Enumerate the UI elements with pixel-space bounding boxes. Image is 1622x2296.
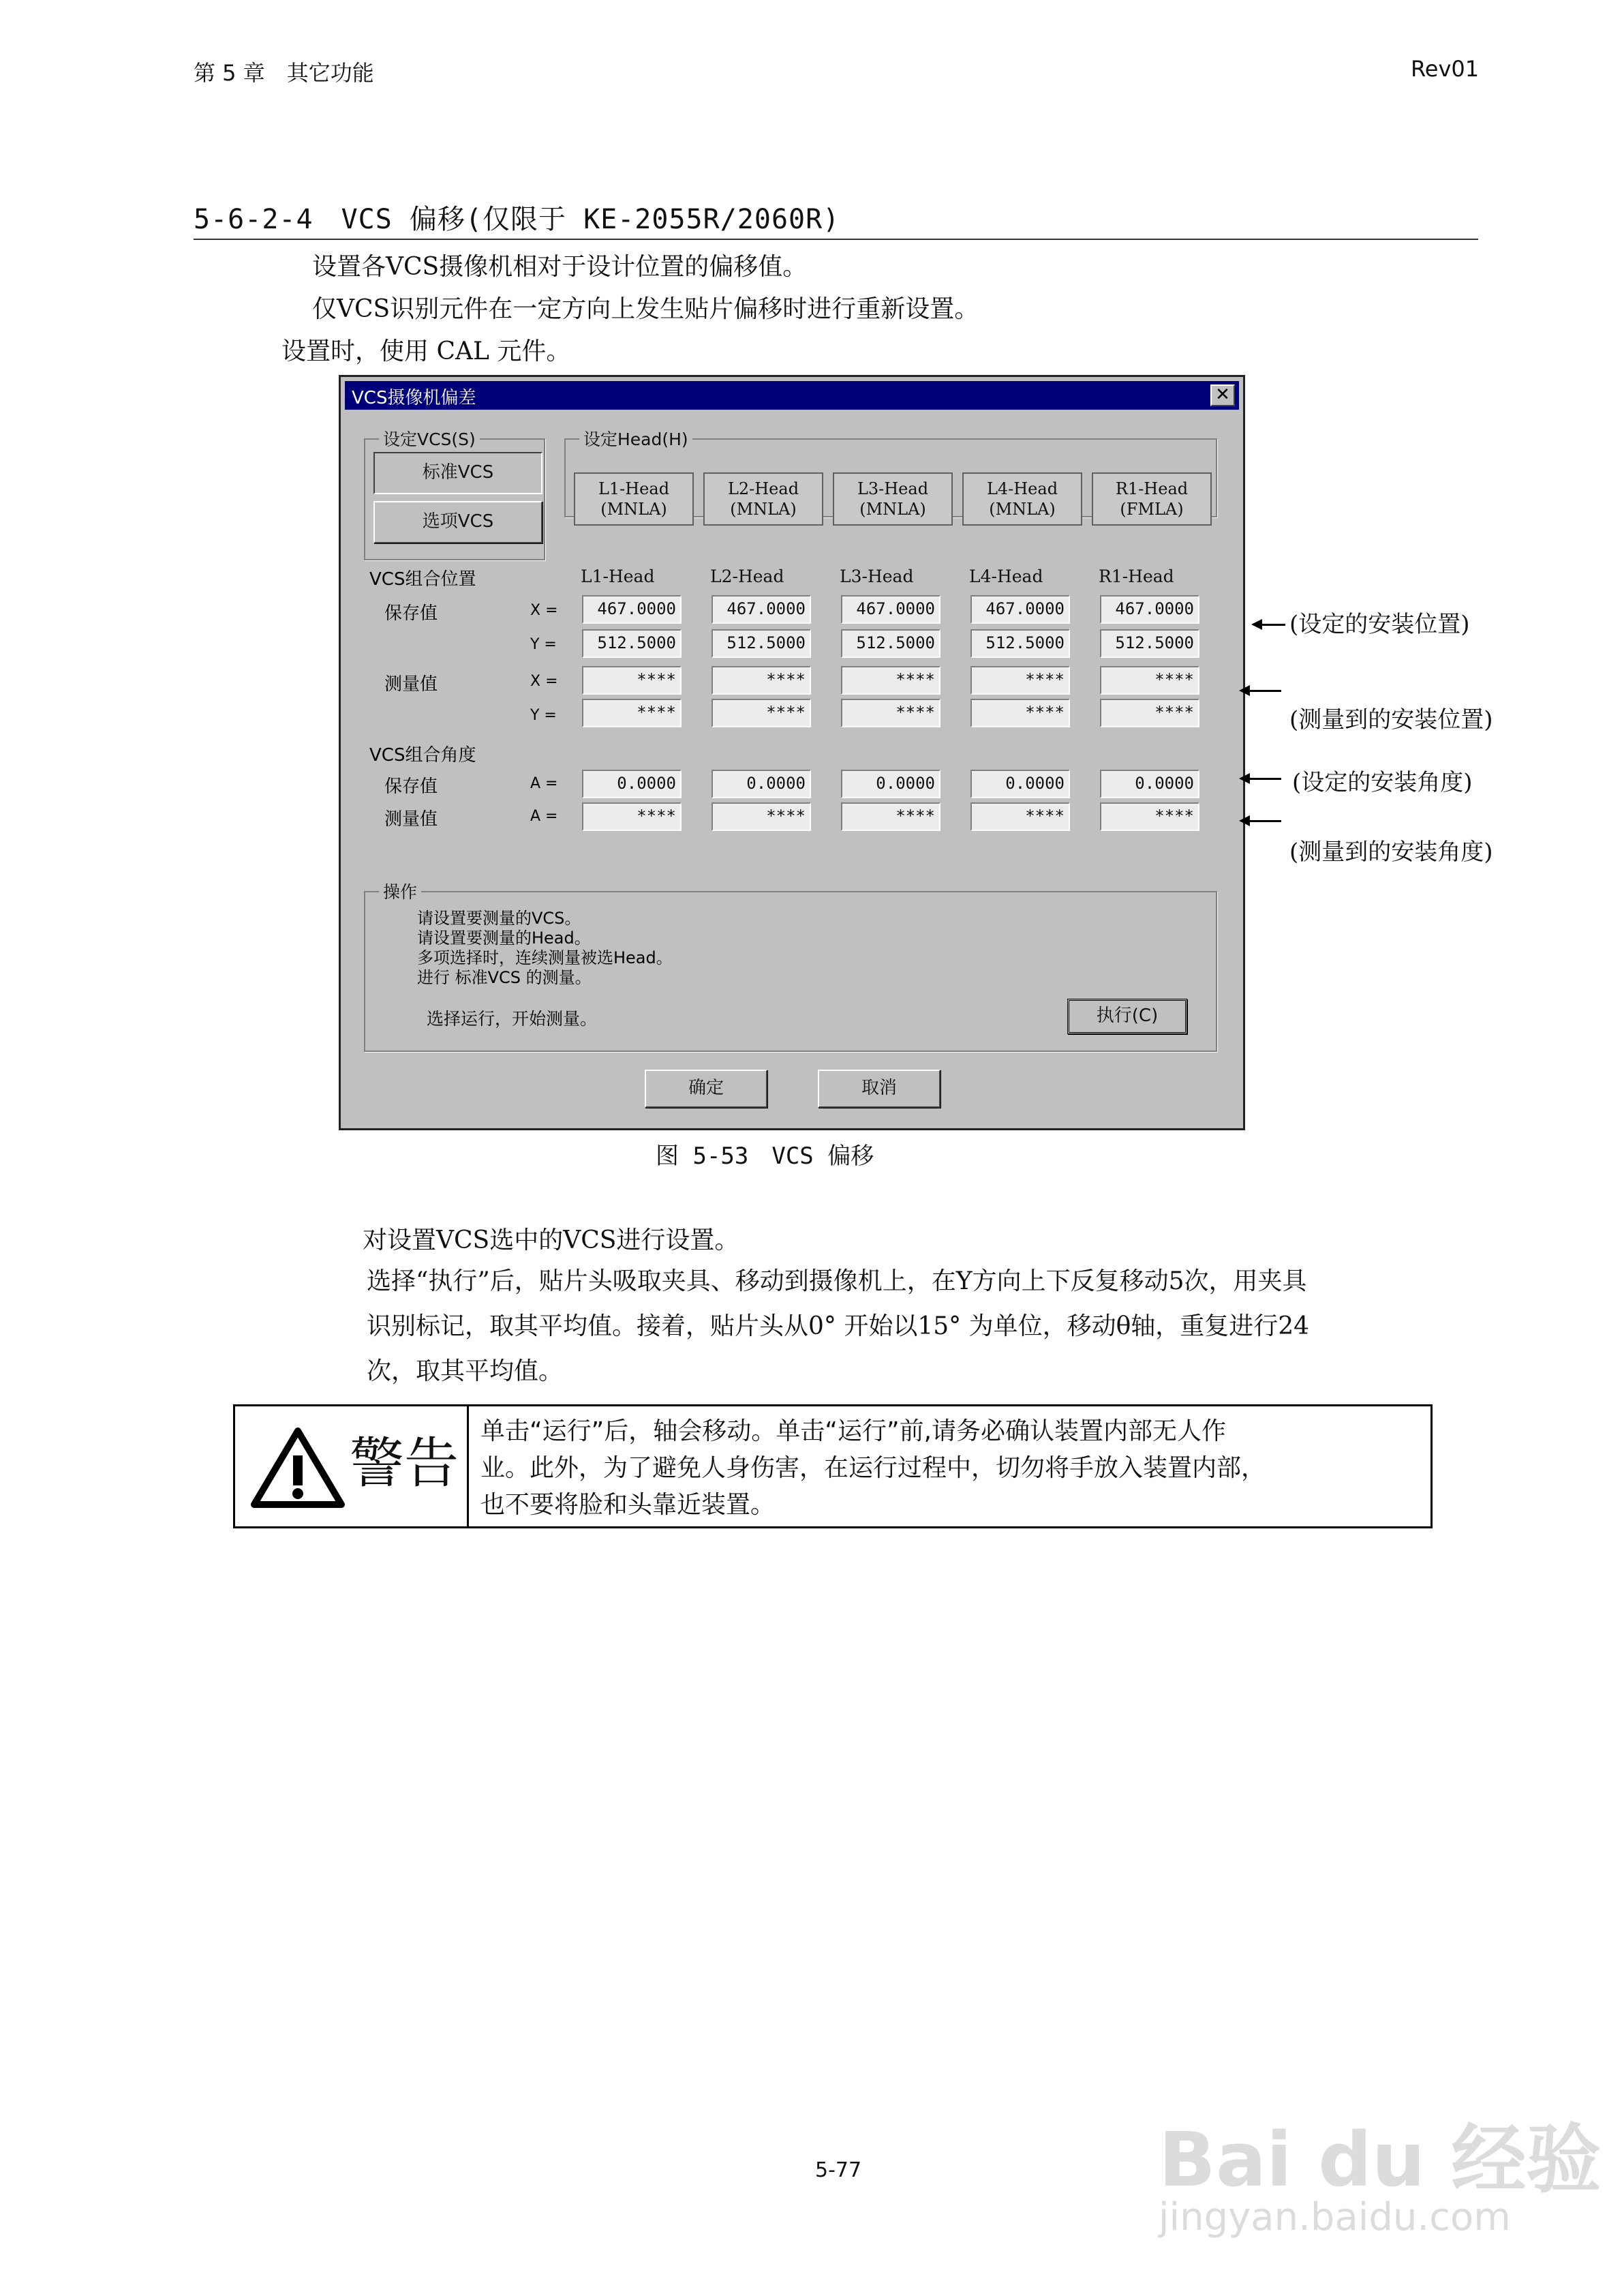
ok-button[interactable]: 确定 <box>645 1070 767 1108</box>
head-name: L1-Head <box>598 479 670 498</box>
measured-x-l4: **** <box>970 666 1070 695</box>
figure-caption: 图 5-53 VCS 偏移 <box>656 1143 874 1170</box>
close-icon[interactable]: ✕ <box>1210 384 1235 406</box>
column-header: R1-Head <box>1099 567 1174 586</box>
chapter-header: 第 5 章 其它功能 <box>194 60 374 86</box>
head-type: (MNLA) <box>859 500 926 519</box>
instruction-line: 多项选择时，连续测量被选Head。 <box>417 948 673 967</box>
annotation-measured-angle: (测量到的安装角度) <box>1289 839 1493 866</box>
instruction-line: 请设置要测量的Head。 <box>417 928 591 948</box>
dialog-title: VCS摄像机偏差 <box>352 388 476 408</box>
measured-a-l3: **** <box>841 802 940 831</box>
saved-value-label: 保存值 <box>384 776 438 797</box>
saved-value-label: 保存值 <box>384 603 438 624</box>
dialog-titlebar[interactable] <box>345 381 1239 410</box>
head-name: L4-Head <box>986 479 1058 498</box>
warning-line: 也不要将脸和头靠近装置。 <box>480 1491 776 1519</box>
saved-y-r1[interactable]: 512.5000 <box>1100 629 1199 658</box>
angle-label: VCS组合角度 <box>369 745 476 766</box>
measured-a-r1: **** <box>1100 802 1199 831</box>
column-header: L2-Head <box>710 567 784 586</box>
operation-legend: 操作 <box>379 879 421 903</box>
measured-x-l1: **** <box>582 666 682 695</box>
execute-button[interactable]: 执行(C) <box>1067 999 1187 1034</box>
head-name: L2-Head <box>727 479 799 498</box>
saved-a-l2[interactable]: 0.0000 <box>711 770 811 798</box>
instruction-line: 进行 标准VCS 的测量。 <box>417 968 592 987</box>
arrow-left-icon <box>1254 624 1285 626</box>
head-button-r1[interactable] <box>1092 472 1212 526</box>
measured-y-l2: **** <box>711 699 811 727</box>
intro-line: 设置时，使用 CAL 元件。 <box>281 337 571 365</box>
body-line: 识别标记，取其平均值。接着，贴片头从0° 开始以15° 为单位，移动θ轴，重复进行24 <box>367 1312 1310 1340</box>
warning-text <box>480 1413 1266 1524</box>
warning-line: 单击“运行”后，轴会移动。单击“运行”前,请务必确认装置内部无人作 <box>480 1417 1227 1445</box>
page-number: 5-77 <box>815 2158 862 2182</box>
measured-a-l4: **** <box>970 802 1070 831</box>
measured-y-l1: **** <box>582 699 682 727</box>
saved-x-l2[interactable]: 467.0000 <box>711 595 811 624</box>
annotation-set-angle: (设定的安装角度) <box>1292 769 1473 796</box>
set-head-legend: 设定Head(H) <box>579 426 692 451</box>
warning-divider <box>467 1406 469 1526</box>
warning-triangle-icon <box>250 1427 346 1509</box>
head-name: R1-Head <box>1115 479 1189 498</box>
instruction-line: 请设置要测量的VCS。 <box>417 909 581 928</box>
head-type: (MNLA) <box>989 500 1056 519</box>
measured-x-r1: **** <box>1100 666 1199 695</box>
measured-y-l3: **** <box>841 699 940 727</box>
x-label: X = <box>530 602 558 619</box>
section-rule <box>194 239 1478 240</box>
saved-x-r1[interactable]: 467.0000 <box>1100 595 1199 624</box>
y-label: Y = <box>530 707 557 724</box>
warning-box <box>233 1404 1433 1528</box>
head-button-l3[interactable] <box>833 472 953 526</box>
intro-line: 仅VCS识别元件在一定方向上发生贴片偏移时进行重新设置。 <box>312 295 979 323</box>
column-header: L3-Head <box>840 567 914 586</box>
body-line: 次，取其平均值。 <box>367 1357 564 1385</box>
watermark-url: jingyan.baidu.com <box>1159 2195 1511 2239</box>
operation-instructions <box>417 909 673 988</box>
measured-value-label: 测量值 <box>384 809 438 830</box>
measured-a-l1: **** <box>582 802 682 831</box>
vcs-offset-dialog <box>339 375 1245 1130</box>
head-button-l1[interactable] <box>574 472 694 526</box>
a-label: A = <box>530 775 558 792</box>
column-header: L1-Head <box>581 567 655 586</box>
set-vcs-legend: 设定VCS(S) <box>379 426 480 451</box>
saved-x-l3[interactable]: 467.0000 <box>841 595 940 624</box>
cancel-button[interactable]: 取消 <box>818 1070 940 1108</box>
saved-x-l4[interactable]: 467.0000 <box>970 595 1070 624</box>
body-line: 选择“执行”后，贴片头吸取夹具、移动到摄像机上，在Y方向上下反复移动5次，用夹具 <box>367 1267 1307 1295</box>
saved-a-l4[interactable]: 0.0000 <box>970 770 1070 798</box>
measured-a-l2: **** <box>711 802 811 831</box>
saved-y-l2[interactable]: 512.5000 <box>711 629 811 658</box>
x-label: X = <box>530 673 558 690</box>
intro-line: 设置各VCS摄像机相对于设计位置的偏移值。 <box>312 253 808 281</box>
arrow-left-icon <box>1242 778 1281 780</box>
saved-x-l1[interactable]: 467.0000 <box>582 595 682 624</box>
y-label: Y = <box>530 636 557 653</box>
section-title: 5-6-2-4 VCS 偏移(仅限于 KE-2055R/2060R) <box>194 204 840 235</box>
saved-y-l1[interactable]: 512.5000 <box>582 629 682 658</box>
position-label: VCS组合位置 <box>369 569 476 590</box>
arrow-left-icon <box>1242 820 1281 822</box>
option-vcs-button[interactable]: 选项VCS <box>373 501 542 543</box>
head-type: (MNLA) <box>600 500 667 519</box>
annotation-measured-position: (测量到的安装位置) <box>1289 706 1493 734</box>
saved-a-l3[interactable]: 0.0000 <box>841 770 940 798</box>
measured-y-l4: **** <box>970 699 1070 727</box>
watermark-logo: Bai du 经验 <box>1159 2116 1602 2203</box>
measured-x-l2: **** <box>711 666 811 695</box>
column-header: L4-Head <box>969 567 1043 586</box>
measured-x-l3: **** <box>841 666 940 695</box>
arrow-left-icon <box>1242 690 1281 692</box>
head-type: (FMLA) <box>1120 500 1184 519</box>
saved-y-l4[interactable]: 512.5000 <box>970 629 1070 658</box>
warning-label: 警告 <box>350 1432 459 1495</box>
saved-a-r1[interactable]: 0.0000 <box>1100 770 1199 798</box>
head-button-l2[interactable] <box>703 472 823 526</box>
warning-line: 业。此外，为了避免人身伤害，在运行过程中，切勿将手放入装置内部， <box>480 1454 1266 1482</box>
standard-vcs-button[interactable]: 标准VCS <box>373 452 542 494</box>
saved-a-l1[interactable]: 0.0000 <box>582 770 682 798</box>
annotation-set-position: (设定的安装位置) <box>1289 611 1470 638</box>
head-button-l4[interactable] <box>962 472 1082 526</box>
saved-y-l3[interactable]: 512.5000 <box>841 629 940 658</box>
head-name: L3-Head <box>857 479 929 498</box>
measured-y-r1: **** <box>1100 699 1199 727</box>
body-line: 对设置VCS选中的VCS进行设置。 <box>363 1226 739 1254</box>
a-label: A = <box>530 808 558 825</box>
measured-value-label: 测量值 <box>384 674 438 695</box>
head-type: (MNLA) <box>730 500 797 519</box>
run-hint: 选择运行，开始测量。 <box>427 1009 598 1029</box>
revision-label: Rev01 <box>1411 56 1480 82</box>
